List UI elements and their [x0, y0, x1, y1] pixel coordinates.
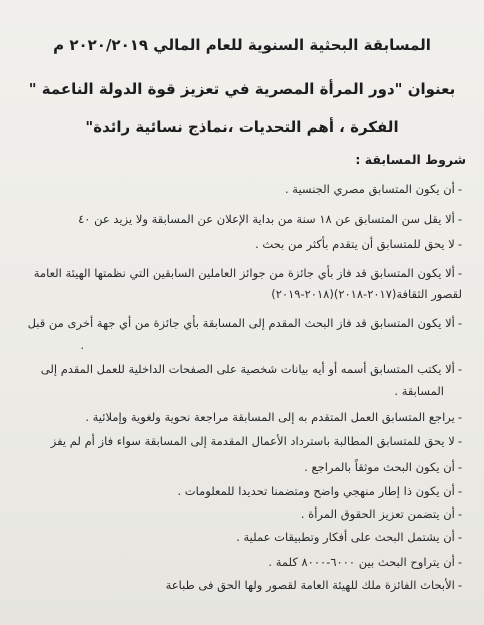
condition-bullet: - [457, 507, 462, 521]
condition-bullet: - [457, 530, 462, 544]
condition-text: . [80, 338, 84, 352]
condition-item [14, 262, 462, 284]
condition-bullet: - [457, 434, 462, 448]
condition-text: ألا يكتب المتسابق أسمه أو أيه بيانات شخصية على الصفحات الداخلية للعمل المقدم إلى [40, 362, 455, 376]
condition-text: يراجع المتسابق العمل المتقدم به إلى المسابقة مراجعة نحوية ولغوية وإملائية . [85, 410, 455, 424]
condition-text: أن يشتمل البحث على أفكار وتطبيقات عملية . [236, 530, 455, 544]
condition-item-continued [200, 283, 462, 305]
condition-bullet: - [457, 555, 462, 569]
condition-item [14, 430, 462, 452]
condition-text: ألا يكون المتسابق قد فاز البحث المقدم إلى المسابقة بأي جائزة من أي جهة أخرى من قبل [27, 316, 455, 330]
condition-text: لقصور الثقافة(٢٠١٧-٢٠١٨)(٢٠١٨-٢٠١٩) [271, 287, 462, 301]
condition-item [140, 574, 462, 596]
condition-item [170, 526, 462, 548]
condition-bullet: - [457, 362, 462, 376]
condition-text: أن يتراوح البحث بين ٦٠٠٠-٨٠٠٠ كلمة . [268, 555, 455, 569]
condition-bullet: - [457, 460, 462, 474]
condition-item [14, 358, 462, 380]
condition-text: أن يكون المتسابق مصري الجنسية . [284, 182, 455, 196]
condition-item-continued [360, 380, 444, 402]
condition-text: ألا يقل سن المتسابق عن ١٨ سنة من بداية الإعلان عن المسابقة ولا يزيد عن ٤٠ [78, 212, 455, 226]
condition-bullet: - [457, 410, 462, 424]
condition-item-continued [14, 334, 84, 356]
condition-bullet: - [457, 266, 462, 280]
condition-text: ألا يكون المتسابق قد فاز بأي جائزة من جوائز العاملين السابقين التي نظمتها الهيئة العامة [33, 266, 455, 280]
condition-text: الأبحاث الفائزة ملك للهيئة العامة لقصور ولها الحق فى طباعة [165, 578, 455, 592]
condition-bullet: - [457, 484, 462, 498]
conditions-heading: شروط المسابقة : [355, 152, 466, 167]
condition-item [200, 503, 462, 525]
title-line-2: بعنوان "دور المرأة المصرية في تعزيز قوة الدولة الناعمة " [28, 80, 456, 98]
condition-item [14, 208, 462, 230]
condition-item [14, 312, 462, 334]
title-line-3: الفكرة ، أهم التحديات ،نماذج نسائية رائدة" [85, 118, 399, 136]
condition-text: لا يحق للمتسابق أن يتقدم بأكثر من بحث . [255, 237, 455, 251]
condition-text: لا يحق للمتسابق المطالبة باسترداد الأعمال المقدمة إلى المسابقة سواء فاز أم لم يفز [50, 434, 455, 448]
title-line-1: المسابقة البحثية السنوية للعام المالي ٢٠٢٠/٢٠١٩ م [53, 36, 431, 54]
condition-text: أن يكون ذا إطار منهجي واضح ومتضمنا تحديدا للمعلومات . [177, 484, 455, 498]
condition-item [170, 551, 462, 573]
condition-item [190, 456, 462, 478]
condition-text: أن يكون البحث موثقاً بالمراجع . [304, 460, 455, 474]
condition-bullet: - [457, 316, 462, 330]
condition-text: المسابقة . [394, 384, 444, 398]
condition-item [170, 178, 462, 200]
condition-item [14, 406, 462, 428]
condition-bullet: - [457, 182, 462, 196]
condition-text: أن يتضمن تعزيز الحقوق المرأة . [300, 507, 455, 521]
condition-bullet: - [457, 212, 462, 226]
condition-item [110, 480, 462, 502]
condition-item [160, 233, 462, 255]
condition-bullet: - [457, 237, 462, 251]
condition-bullet: - [457, 578, 462, 592]
